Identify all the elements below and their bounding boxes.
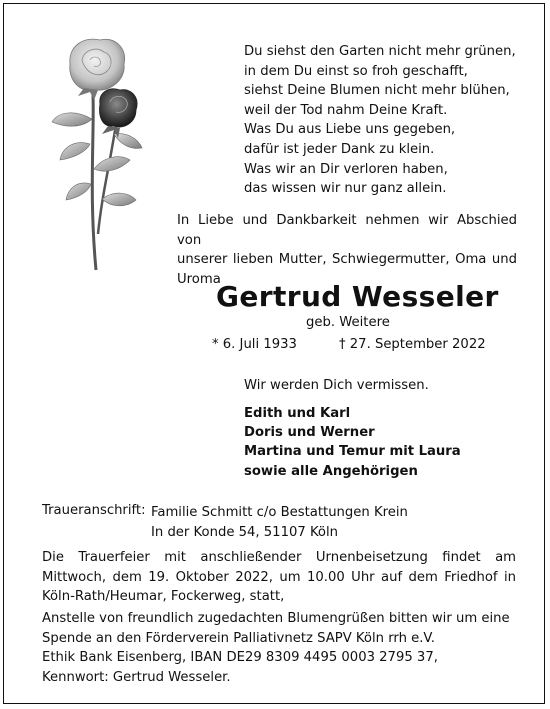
poem-line: in dem Du einst so froh geschafft, [244,63,468,79]
family-member: Doris und Werner [244,425,375,441]
ceremony-text [42,548,516,607]
ceremony-line: Die Trauerfeier mit anschließender Urnenbeisetzung findet am [42,550,516,565]
family-member: sowie alle Angehörigen [244,463,418,479]
rose-illustration [44,34,154,274]
donation-line: Ethik Bank Eisenberg, IBAN DE29 8309 4495 0003 2795 37, [42,650,438,666]
ceremony-line: Köln-Rath/Heumar, Fockerweg, statt, [42,589,285,605]
maiden-name: geb. Weitere [306,315,390,330]
intro-line: In Liebe und Dankbarkeit nehmen wir Abschied von [177,213,517,248]
poem-line: das wissen wir nur ganz allein. [244,181,447,197]
address [151,503,408,542]
family-member: Edith und Karl [244,406,351,421]
ceremony-line: Mittwoch, dem 19. Oktober 2022, um 10.00 Uhr auf dem Friedhof in [42,569,516,585]
address-line: Familie Schmitt c/o Bestattungen Krein [151,505,408,520]
poem-line: siehst Deine Blumen nicht mehr blühen, [244,83,510,99]
notice-frame [3,3,545,704]
poem-line: dafür ist jeder Dank zu klein. [244,141,435,157]
miss-text: Wir werden Dich vermissen. [244,378,429,393]
death-date: † 27. September 2022 [339,337,486,352]
family-member: Martina und Temur mit Laura [244,444,461,460]
donation-line: Anstelle von freundlich zugedachten Blumengrüßen bitten wir um eine [42,611,510,626]
poem-line: Was wir an Dir verloren haben, [244,161,448,177]
poem-line: Was Du aus Liebe uns gegeben, [244,122,456,138]
intro-line: Uroma [177,271,221,287]
poem-line: weil der Tod nahm Deine Kraft. [244,102,448,118]
birth-date: * 6. Juli 1933 [212,337,297,352]
donation-line: Kennwort: Gertrud Wesseler. [42,669,231,685]
poem-line: Du siehst den Garten nicht mehr grünen, [244,44,516,59]
family-list [244,404,461,481]
intro-text [177,211,517,289]
poem [244,42,516,199]
address-line: In der Konde 54, 51107 Köln [151,524,339,540]
deceased-name: Gertrud Wesseler [216,280,499,313]
address-label: Traueranschrift: [42,503,146,518]
donation-line: Spende an den Förderverein Palliativnetz SAPV Köln rrh e.V. [42,630,435,646]
intro-line: unserer lieben Mutter, Schwiegermutter, Oma und [177,252,517,268]
donation-text [42,609,510,687]
